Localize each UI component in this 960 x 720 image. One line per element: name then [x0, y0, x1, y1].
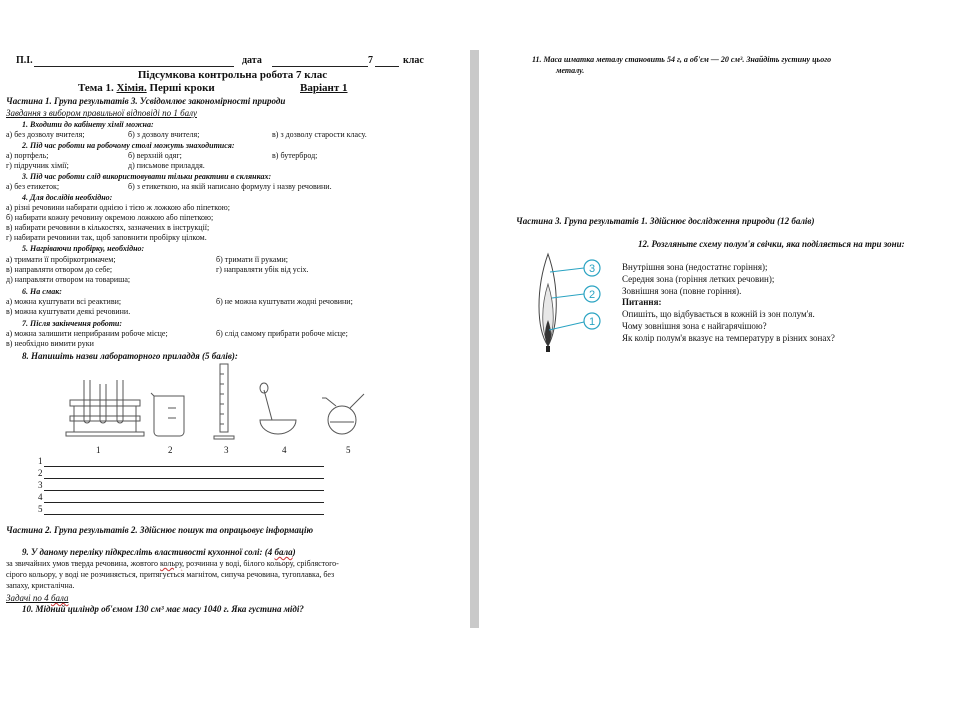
answer-number-4: 4 — [38, 492, 43, 502]
q9-misspelled-word: кольру — [160, 559, 183, 568]
candle-flame-diagram — [534, 248, 606, 356]
q5-option-a[interactable]: а) тримати її пробіркотримачем; — [6, 255, 116, 264]
q7-option-a[interactable]: а) можна залишити неприбраним робоче місце; — [6, 329, 168, 338]
q6-text: 6. На смак: — [22, 287, 62, 296]
q9-close: ) — [292, 547, 296, 557]
part3-heading: Частина 3. Група результатів 1. Здійснює дослідження природи (12 балів) — [516, 216, 815, 226]
q2-text: 2. Під час роботи на робочому столі можуть знаходитися: — [22, 141, 235, 150]
q3-option-b[interactable]: б) з етикеткою, на якій написано формулу і назву речовини. — [128, 182, 332, 191]
zone-label-3: 3 — [588, 263, 596, 275]
q1-option-c[interactable]: в) з дозволу старости класу. — [272, 130, 367, 139]
q5-option-c[interactable]: в) направляти отвором до себе; — [6, 265, 113, 274]
q9-properties-line-2[interactable]: сірого кольору, у воді не розчиняється, притягується магнітом, сипуча речовина, тугоплавка, без — [6, 570, 335, 579]
q7-option-b[interactable]: б) слід самому прибрати робоче місце; — [216, 329, 348, 338]
answer-line-1[interactable] — [44, 466, 324, 467]
name-blank[interactable] — [34, 66, 234, 67]
answer-line-4[interactable] — [44, 502, 324, 503]
test-tube-rack-icon — [66, 380, 144, 436]
apparatus-number-4: 4 — [282, 445, 287, 455]
q4-option-b[interactable]: б) набирати кожну речовину окремою ложкою або піпеткою; — [6, 213, 214, 222]
left-page — [0, 0, 465, 628]
apparatus-number-3: 3 — [224, 445, 229, 455]
lab-apparatus-figure — [60, 362, 370, 444]
q2-option-a[interactable]: а) портфель; — [6, 151, 49, 160]
question-3: Як колір полум'я вказує на температуру в різних зонах? — [622, 333, 835, 343]
q6-option-c[interactable]: в) можна куштувати деякі речовини. — [6, 307, 131, 316]
q1-option-a[interactable]: а) без дозволу вчителя; — [6, 130, 85, 139]
q9-text-1: за звичайних умов тверда речовина, жовтого — [6, 559, 161, 568]
zone-description-inner: Внутрішня зона (недостатнє горіння); — [622, 262, 768, 272]
tasks-label-text: Задачі по 4 — [6, 593, 51, 603]
answer-number-1: 1 — [38, 456, 43, 466]
beaker-icon — [151, 393, 184, 436]
topic-line — [78, 83, 215, 94]
q9-points: бала — [274, 547, 293, 557]
q8-text: 8. Напишіть назви лабораторного приладдя (5 балів): — [22, 351, 238, 361]
q5-text: 5. Нагріваючи пробірку, необхідно: — [22, 244, 145, 253]
tasks-label — [6, 594, 69, 603]
question-2: Чому зовнішня зона є найгарячішою? — [622, 321, 767, 331]
zone-description-outer: Зовнішня зона (повне горіння). — [622, 286, 742, 296]
graduated-cylinder-icon — [214, 364, 234, 439]
q4-text: 4. Для дослідів необхідно: — [22, 193, 113, 202]
grade-number: 7 — [368, 55, 373, 66]
q10-text: 10. Мідний циліндр об'ємом 130 см³ має масу 1040 г. Яка густина міді? — [22, 604, 304, 614]
topic-word: Хімія. — [116, 82, 147, 94]
q3-text: 3. Під час роботи слід використовувати тільки реактиви в склянках: — [22, 172, 272, 181]
zone-label-1: 1 — [588, 316, 596, 328]
grade-blank[interactable] — [375, 66, 399, 67]
q11-text-line-1: 11. Маса шматка металу становить 54 г, а об'єм — 20 см³. Знайдіть густину цього — [532, 55, 832, 64]
grade-label: клас — [403, 55, 424, 66]
q9-text — [22, 548, 296, 557]
zone-description-middle: Середня зона (горіння летких речовин); — [622, 274, 775, 284]
q9-text-1b: , розчинна у воді, білого кольору, сріблястого- — [182, 559, 339, 568]
q6-option-a[interactable]: а) можна куштувати всі реактиви; — [6, 297, 122, 306]
part2-heading: Частина 2. Група результатів 2. Здійснює пошук та опрацьовує інформацію — [6, 525, 314, 535]
q11-text-line-2: металу. — [556, 66, 585, 75]
q3-option-a[interactable]: а) без етикеток; — [6, 182, 60, 191]
q5-option-e[interactable]: д) направляти отвором на товариша; — [6, 275, 131, 284]
zone-label-2: 2 — [588, 289, 596, 301]
apparatus-number-5: 5 — [346, 445, 351, 455]
part1-heading: Частина 1. Група результатів 3. Усвідомлює закономірності природи — [6, 96, 286, 106]
candle-wick-icon — [546, 346, 550, 352]
part1-subheading: Завдання з вибором правильної відповіді по 1 балу — [6, 108, 197, 118]
q4-option-c[interactable]: в) набирати речовини в кількостях, зазначених в інструкції; — [6, 223, 210, 232]
topic-prefix: Тема 1. — [78, 82, 114, 94]
q9-main: 9. У даному переліку підкресліть властивості кухонної солі: (4 — [22, 547, 275, 557]
q6-option-b[interactable]: б) не можна куштувати жодні речовини; — [216, 297, 353, 306]
answer-number-2: 2 — [38, 468, 43, 478]
question-1: Опишіть, що відбувається в кожній із зон полум'я. — [622, 309, 815, 319]
apparatus-number-1: 1 — [96, 445, 101, 455]
questions-label: Питання: — [622, 297, 662, 307]
q7-option-c[interactable]: в) необхідно вимити руки — [6, 339, 94, 348]
answer-line-5[interactable] — [44, 514, 324, 515]
q2-option-e[interactable]: д) письмове приладдя. — [128, 161, 205, 170]
q2-option-b[interactable]: б) верхній одяг; — [128, 151, 182, 160]
q1-option-b[interactable]: б) з дозволу вчителя; — [128, 130, 200, 139]
variant-label: Варіант 1 — [300, 82, 348, 94]
pointer-line-2 — [552, 294, 584, 298]
answer-number-3: 3 — [38, 480, 43, 490]
q5-option-d[interactable]: г) направляти убік від усіх. — [216, 265, 309, 274]
mortar-and-pestle-icon — [260, 383, 296, 434]
q9-properties-line-3[interactable]: запаху, кристалічна. — [6, 581, 75, 590]
topic-rest: Перші кроки — [149, 82, 215, 94]
q7-text: 7. Після закінчення роботи: — [22, 319, 123, 328]
q2-option-c[interactable]: в) бутерброд; — [272, 151, 318, 160]
page-divider — [470, 50, 479, 628]
apparatus-number-2: 2 — [168, 445, 173, 455]
q12-text: 12. Розгляньте схему полум'я свічки, яка поділяється на три зони: — [638, 239, 905, 249]
pointer-line-3 — [550, 268, 584, 272]
tasks-points: бала — [50, 593, 69, 603]
q9-properties-line-1[interactable] — [6, 560, 339, 568]
page-title: Підсумкова контрольна робота 7 клас — [137, 69, 328, 81]
q5-option-b[interactable]: б) тримати її руками; — [216, 255, 288, 264]
date-blank[interactable] — [272, 66, 368, 67]
retort-flask-icon — [322, 394, 364, 434]
answer-number-5: 5 — [38, 504, 43, 514]
date-label: дата — [242, 55, 262, 66]
pi-label: П.І. — [16, 55, 33, 66]
right-page — [482, 0, 960, 628]
q1-text: 1. Входити до кабінету хімії можна: — [22, 120, 154, 129]
q4-option-a[interactable]: а) різні речовини набирати однією і тією ж ложкою або піпеткою; — [6, 203, 230, 212]
q4-option-d[interactable]: г) набирати речовини так, щоб заповнити пробірку цілком. — [6, 233, 207, 242]
answer-line-3[interactable] — [44, 490, 324, 491]
q2-option-d[interactable]: г) підручник хімії; — [6, 161, 69, 170]
answer-line-2[interactable] — [44, 478, 324, 479]
